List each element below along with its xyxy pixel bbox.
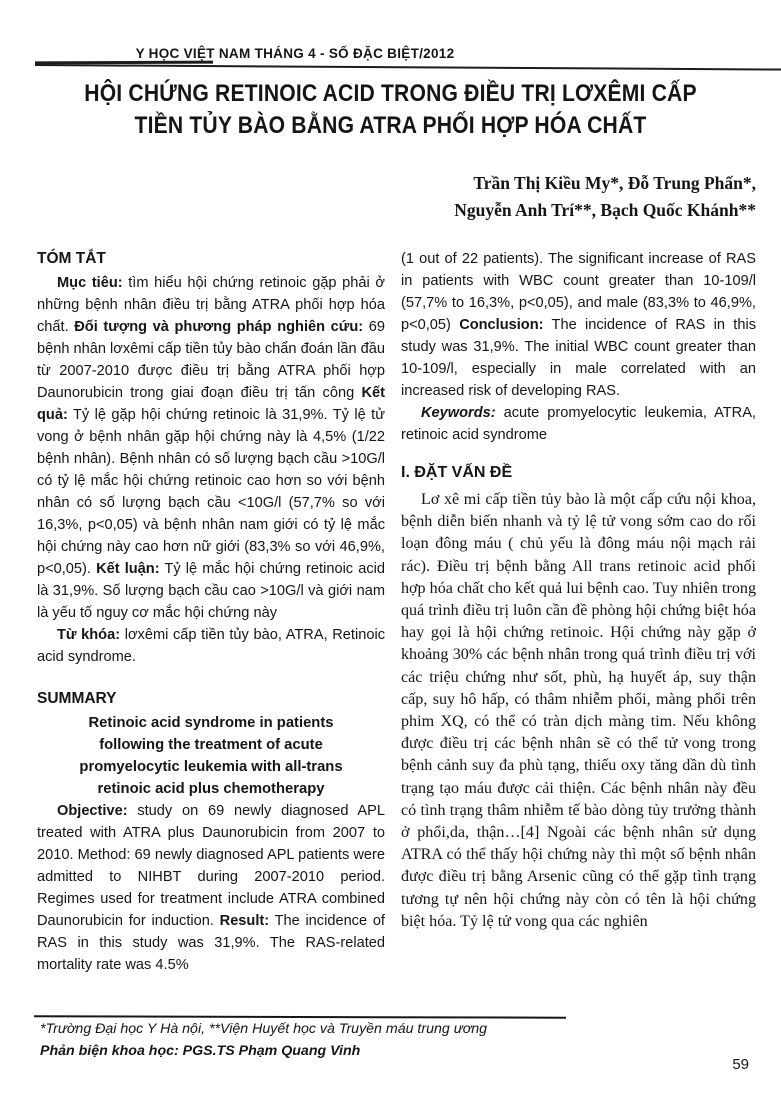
footnote-affiliations: *Trường Đại học Y Hà nội, **Viện Huyết học và Truyền máu trung ương bbox=[40, 1021, 488, 1037]
keywords-vi-label: Từ khóa: bbox=[57, 627, 121, 643]
summary-objective-label: Objective: bbox=[57, 803, 128, 819]
summary-title-line1: Retinoic acid syndrome in patients bbox=[88, 715, 334, 731]
keywords-vietnamese bbox=[37, 624, 385, 668]
keywords-english bbox=[401, 402, 756, 446]
article-title-line1: HỘI CHỨNG RETINOIC ACID TRONG ĐIỀU TRỊ LƠXÊMI CẤP bbox=[84, 80, 697, 107]
keywords-vi-text: lơxêmi cấp tiền tủy bào, ATRA, Retinoic acid syndrome. bbox=[37, 627, 385, 665]
two-column-body bbox=[37, 248, 756, 976]
abstract-heading: TÓM TẮT bbox=[37, 250, 106, 267]
abstract-paragraph bbox=[37, 272, 385, 624]
summary-result-text: The incidence of RAS in this study was 31,9%. The RAS-related mortality rate was 4.5% bbox=[37, 913, 385, 973]
abstract-conclusion-text: Tỷ lệ mắc hội chứng retinoic acid là 31,9%. Số lượng bạch cầu cao >10G/l và giới nam là yếu tố nguy cơ mắc hội chứng này bbox=[37, 561, 385, 621]
summary-result-label: Result: bbox=[219, 913, 270, 929]
footnote-reviewer: Phản biện khoa học: PGS.TS Phạm Quang Vinh bbox=[40, 1043, 361, 1059]
abstract-methods-text: 69 bệnh nhân lơxêmi cấp tiền tủy bào chẩn đoán lần đầu từ 2007-2010 được điều trị bằng ATRA phối hợp Daunorubicin trong giai đoạn điều trị tấn công bbox=[37, 319, 385, 401]
summary-title bbox=[37, 712, 385, 800]
abstract-results-label: Kết quả: bbox=[37, 385, 385, 423]
journal-header: Y HỌC VIỆT NAM THÁNG 4 - SỐ ĐẶC BIỆT/2012 bbox=[135, 46, 455, 61]
left-column bbox=[37, 248, 385, 976]
authors-block bbox=[454, 170, 756, 224]
keywords-en-label: Keywords: bbox=[421, 405, 496, 421]
keywords-en-text: acute promyelocytic leukemia, ATRA, retinoic acid syndrome bbox=[401, 405, 756, 443]
summary-conclusion-text: The incidence of RAS in this study was 31,9%. The initial WBC count greater than 10-109/l, especially in male correlated with an increased risk of developing RAS. bbox=[401, 317, 756, 399]
summary-paragraph bbox=[37, 800, 385, 976]
summary-title-line3: promyelocytic leukemia with all-trans bbox=[79, 759, 343, 775]
page-number: 59 bbox=[732, 1056, 749, 1073]
article-title bbox=[0, 78, 781, 142]
summary-heading: SUMMARY bbox=[37, 690, 117, 707]
abstract-methods-label: Đối tượng và phương pháp nghiên cứu: bbox=[74, 319, 364, 335]
introduction-paragraph: Lơ xê mi cấp tiền tủy bào là một cấp cứu nội khoa, bệnh diễn biến nhanh và tỷ lệ tử vong sớm cao do rối loạn đông máu ( chủ yếu là đông máu nội mạch rải rác). Điều trị bệnh bằng All trans retinoic acid phối hợp hóa chất cho kết quả lui bệnh cao. Tuy nhiên trong quá trình điều trị luôn cần đề phòng hội chứng biệt hóa hay gọi là hội chứng retinoic. Hội chứng này gặp ở khoảng 30% các bệnh nhân trong quá trình điều trị với các triệu chứng như sốt, phù, hạ huyết áp, suy thận cấp, suy hô hấp, có thâm nhiễm phổi, màng phổi trên phim XQ, có thể có tràn dịch màng tim. Nếu không được điều trị các bệnh nhân sẽ có thể tử vong trong bệnh cảnh suy đa phù tạng, thiếu oxy tăng dần dù tình trạng tạo máu được cải thiện. Các bệnh nhân này đều có tình trạng thâm nhiễm tế bào dòng tủy trưởng thành ở phổi,da, thận…[4] Ngoài các bệnh nhân sử dụng ATRA có thể thấy hội chứng này thì một số bệnh nhân được điều trị bằng Arsenic cũng có thể gặp tình trạng tương tự nên hội chứng này còn có tên là hội chứng biệt hóa. Tỷ lệ tử vong qua các nghiên bbox=[401, 491, 756, 930]
abstract-objective-label: Mục tiêu: bbox=[57, 275, 123, 291]
summary-conclusion-label: Conclusion: bbox=[459, 317, 544, 333]
header-rule bbox=[35, 64, 781, 71]
abstract-objective-text: tìm hiểu hội chứng retinoic gặp phải ở những bệnh nhân điều trị bằng ATRA phối hợp hóa chất. bbox=[37, 275, 385, 335]
introduction-heading: I. ĐẶT VẤN ĐỀ bbox=[401, 464, 513, 481]
summary-body-text: study on 69 newly diagnosed APL treated with ATRA plus Daunorubicin from 2007 to 2010. Method: 69 newly diagnosed APL patients were admitted to NIHBT during 2007-2010 period. Regimes used for treatment include ATRA combined Daunorubicin for induction. bbox=[37, 803, 385, 929]
authors-line2: Nguyễn Anh Trí**, Bạch Quốc Khánh** bbox=[454, 200, 756, 220]
footnote-rule bbox=[34, 1015, 566, 1018]
right-column bbox=[401, 248, 756, 976]
abstract-results-text: Tỷ lệ gặp hội chứng retinoic là 31,9%. Tỷ lệ tử vong ở bệnh nhân gặp hội chứng này là 4,5% (1/22 bệnh nhân). Bệnh nhân có số lượng bạch cầu >10G/l có tỷ lệ mắc hội chứng retinoic cao hơn so với bệnh nhân có số lượng bạch cầu <10G/l (57,7% so với 16,3%, p<0,05) và bệnh nhân nam giới có tỷ lệ mắc hội chứng này cao hơn nữ giới (83,3% so với 46,9%, p<0,05). bbox=[37, 407, 385, 577]
summary-title-line4: retinoic acid plus chemotherapy bbox=[97, 781, 325, 797]
summary-title-line2: following the treatment of acute bbox=[99, 737, 323, 753]
summary-continued-paragraph bbox=[401, 248, 756, 402]
article-title-line2: TIỀN TỦY BÀO BẰNG ATRA PHỐI HỢP HÓA CHẤT bbox=[134, 112, 647, 139]
abstract-conclusion-label: Kết luận: bbox=[96, 561, 160, 577]
header-rule-thick-segment bbox=[35, 61, 213, 65]
authors-line1: Trần Thị Kiều My*, Đỗ Trung Phấn*, bbox=[473, 173, 756, 193]
summary-continued-text: (1 out of 22 patients). The significant increase of RAS in patients with WBC count greater than 10-109/l (57,7% to 16,3%, p<0,05), and male (83,3% to 46,9%, p<0,05) bbox=[401, 251, 756, 333]
